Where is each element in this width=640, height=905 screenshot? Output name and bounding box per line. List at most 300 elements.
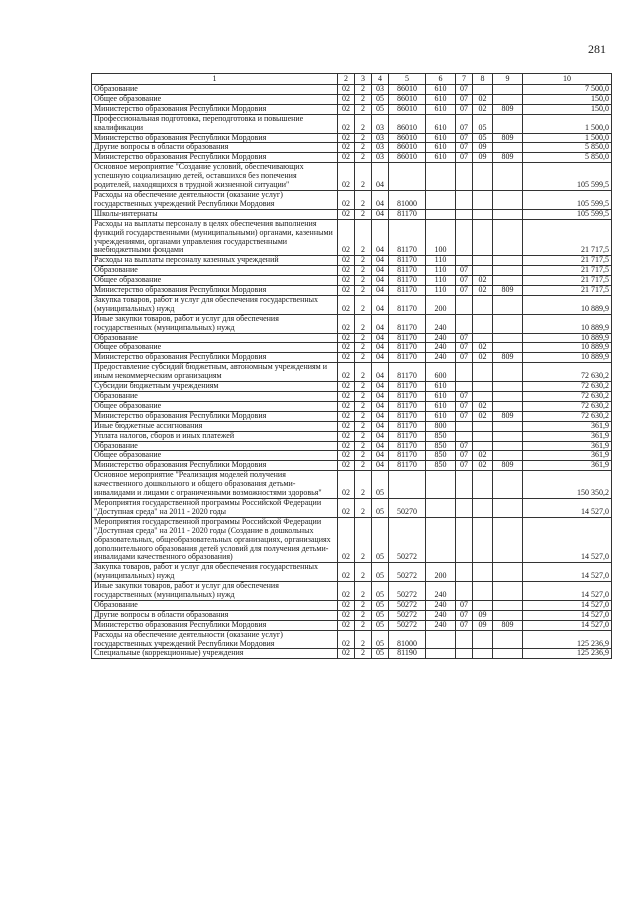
event-code-cell: 04: [372, 295, 389, 314]
row-name-cell: Иные закупки товаров, работ и услуг для обеспечения государственных (муниципальных) нужд: [92, 314, 338, 333]
row-name-cell: Министерство образования Республики Мордовия: [92, 133, 338, 143]
subsection-cell: [473, 517, 493, 563]
subsection-cell: [473, 471, 493, 499]
expense-type-cell: 610: [426, 143, 456, 153]
row-name-cell: Министерство образования Республики Мордовия: [92, 461, 338, 471]
page-number: 281: [588, 42, 606, 56]
subprogram-code-cell: 2: [355, 256, 372, 266]
subprogram-code-cell: 2: [355, 276, 372, 286]
section-cell: 07: [456, 610, 473, 620]
direction-code-cell: 86010: [389, 85, 426, 95]
amount-cell: 21 717,5: [523, 219, 612, 256]
row-name-cell: Министерство образования Республики Мордовия: [92, 411, 338, 421]
expense-type-cell: 240: [426, 600, 456, 610]
ministry-code-cell: [493, 392, 523, 402]
subsection-cell: [473, 190, 493, 209]
ministry-code-cell: [493, 256, 523, 266]
subsection-cell: 09: [473, 143, 493, 153]
ministry-code-cell: [493, 382, 523, 392]
section-cell: [456, 517, 473, 563]
header-cell: 6: [426, 74, 456, 85]
section-cell: [456, 256, 473, 266]
subsection-cell: 05: [473, 133, 493, 143]
program-code-cell: 02: [338, 441, 355, 451]
subsection-cell: 02: [473, 451, 493, 461]
subsection-cell: [473, 256, 493, 266]
table-row: [92, 498, 612, 517]
table-row: [92, 451, 612, 461]
row-name-cell: Иные бюджетные ассигнования: [92, 421, 338, 431]
program-code-cell: 02: [338, 353, 355, 363]
table-row: [92, 133, 612, 143]
table-row: [92, 353, 612, 363]
section-cell: 07: [456, 276, 473, 286]
program-code-cell: 02: [338, 209, 355, 219]
program-code-cell: 02: [338, 411, 355, 421]
subsection-cell: [473, 630, 493, 649]
program-code-cell: 02: [338, 333, 355, 343]
program-code-cell: 02: [338, 256, 355, 266]
subsection-cell: 02: [473, 353, 493, 363]
event-code-cell: 04: [372, 441, 389, 451]
expense-type-cell: 610: [426, 392, 456, 402]
expense-type-cell: [426, 630, 456, 649]
subprogram-code-cell: 2: [355, 600, 372, 610]
section-cell: [456, 649, 473, 659]
program-code-cell: 02: [338, 163, 355, 191]
direction-code-cell: 81170: [389, 333, 426, 343]
event-code-cell: 04: [372, 333, 389, 343]
section-cell: 07: [456, 85, 473, 95]
ministry-code-cell: [493, 143, 523, 153]
table-row: [92, 219, 612, 256]
expense-type-cell: 200: [426, 563, 456, 582]
ministry-code-cell: 809: [493, 153, 523, 163]
direction-code-cell: 81170: [389, 209, 426, 219]
event-code-cell: 04: [372, 266, 389, 276]
row-name-cell: Министерство образования Республики Мордовия: [92, 286, 338, 296]
section-cell: 07: [456, 266, 473, 276]
row-name-cell: Министерство образования Республики Мордовия: [92, 620, 338, 630]
ministry-code-cell: 809: [493, 353, 523, 363]
subsection-cell: [473, 314, 493, 333]
section-cell: 07: [456, 441, 473, 451]
event-code-cell: 05: [372, 563, 389, 582]
event-code-cell: 05: [372, 471, 389, 499]
expense-type-cell: 240: [426, 314, 456, 333]
subprogram-code-cell: 2: [355, 266, 372, 276]
row-name-cell: Расходы на обеспечение деятельности (оказание услуг) государственных учреждений Республики Мордовия: [92, 630, 338, 649]
row-name-cell: Общее образование: [92, 94, 338, 104]
amount-cell: 14 527,0: [523, 600, 612, 610]
ministry-code-cell: [493, 219, 523, 256]
subprogram-code-cell: 2: [355, 498, 372, 517]
event-code-cell: 04: [372, 343, 389, 353]
amount-cell: 72 630,2: [523, 411, 612, 421]
subsection-cell: 02: [473, 276, 493, 286]
direction-code-cell: 50272: [389, 582, 426, 601]
direction-code-cell: 86010: [389, 153, 426, 163]
program-code-cell: 02: [338, 600, 355, 610]
amount-cell: 1 500,0: [523, 114, 612, 133]
subsection-cell: [473, 441, 493, 451]
ministry-code-cell: [493, 295, 523, 314]
program-code-cell: 02: [338, 610, 355, 620]
subprogram-code-cell: 2: [355, 343, 372, 353]
subsection-cell: [473, 563, 493, 582]
subsection-cell: 02: [473, 401, 493, 411]
row-name-cell: Уплата налогов, сборов и иных платежей: [92, 431, 338, 441]
subsection-cell: 09: [473, 620, 493, 630]
expense-type-cell: 610: [426, 85, 456, 95]
direction-code-cell: 81170: [389, 451, 426, 461]
section-cell: 07: [456, 451, 473, 461]
table-row: [92, 471, 612, 499]
table-row: [92, 190, 612, 209]
section-cell: [456, 471, 473, 499]
event-code-cell: 04: [372, 421, 389, 431]
direction-code-cell: 81170: [389, 401, 426, 411]
event-code-cell: 03: [372, 85, 389, 95]
row-name-cell: Другие вопросы в области образования: [92, 143, 338, 153]
amount-cell: 14 527,0: [523, 517, 612, 563]
program-code-cell: 02: [338, 133, 355, 143]
ministry-code-cell: [493, 163, 523, 191]
direction-code-cell: 86010: [389, 133, 426, 143]
table-row: [92, 286, 612, 296]
ministry-code-cell: [493, 630, 523, 649]
section-cell: 07: [456, 114, 473, 133]
subsection-cell: [473, 163, 493, 191]
expense-type-cell: 240: [426, 333, 456, 343]
expense-type-cell: [426, 190, 456, 209]
expense-type-cell: 610: [426, 94, 456, 104]
program-code-cell: 02: [338, 114, 355, 133]
amount-cell: 10 889,9: [523, 353, 612, 363]
subprogram-code-cell: 2: [355, 582, 372, 601]
program-code-cell: 02: [338, 563, 355, 582]
ministry-code-cell: [493, 343, 523, 353]
ministry-code-cell: [493, 266, 523, 276]
section-cell: [456, 421, 473, 431]
event-code-cell: 05: [372, 610, 389, 620]
event-code-cell: 03: [372, 114, 389, 133]
direction-code-cell: 81170: [389, 411, 426, 421]
subprogram-code-cell: 2: [355, 85, 372, 95]
row-name-cell: Образование: [92, 85, 338, 95]
program-code-cell: 02: [338, 153, 355, 163]
expense-type-cell: 240: [426, 353, 456, 363]
event-code-cell: 04: [372, 411, 389, 421]
event-code-cell: 03: [372, 153, 389, 163]
amount-cell: 21 717,5: [523, 256, 612, 266]
event-code-cell: 03: [372, 143, 389, 153]
row-name-cell: Предоставление субсидий бюджетным, автономным учреждениям и иным некоммерческим организациям: [92, 363, 338, 382]
ministry-code-cell: 809: [493, 461, 523, 471]
amount-cell: 10 889,9: [523, 314, 612, 333]
subprogram-code-cell: 2: [355, 382, 372, 392]
table-row: [92, 600, 612, 610]
table-row: [92, 104, 612, 114]
ministry-code-cell: 809: [493, 620, 523, 630]
table-row: [92, 411, 612, 421]
ministry-code-cell: [493, 610, 523, 620]
amount-cell: 7 500,0: [523, 85, 612, 95]
ministry-code-cell: [493, 94, 523, 104]
subprogram-code-cell: 2: [355, 153, 372, 163]
subsection-cell: 09: [473, 153, 493, 163]
subsection-cell: 09: [473, 610, 493, 620]
row-name-cell: Школы-интернаты: [92, 209, 338, 219]
row-name-cell: Основное мероприятие "Реализация моделей получения качественного дошкольного и общего образования детьми-инвалидами и лицами с ограниченными возможностями здоровья": [92, 471, 338, 499]
table-row: [92, 295, 612, 314]
program-code-cell: 02: [338, 343, 355, 353]
row-name-cell: Иные закупки товаров, работ и услуг для обеспечения государственных (муниципальных) нужд: [92, 582, 338, 601]
subprogram-code-cell: 2: [355, 163, 372, 191]
subsection-cell: [473, 649, 493, 659]
ministry-code-cell: 809: [493, 411, 523, 421]
row-name-cell: Расходы на выплаты персоналу в целях обеспечения выполнения функций государственными (муниципальными) органами, казенными учреждениями, органами управления государственными внебюджетными фондами: [92, 219, 338, 256]
ministry-code-cell: 809: [493, 286, 523, 296]
subprogram-code-cell: 2: [355, 411, 372, 421]
table-row: [92, 266, 612, 276]
row-name-cell: Специальные (коррекционные) учреждения: [92, 649, 338, 659]
expense-type-cell: 200: [426, 295, 456, 314]
table-row: [92, 620, 612, 630]
subprogram-code-cell: 2: [355, 517, 372, 563]
program-code-cell: 02: [338, 85, 355, 95]
expense-type-cell: 240: [426, 610, 456, 620]
subsection-cell: [473, 209, 493, 219]
row-name-cell: Основное мероприятие "Создание условий, обеспечивающих успешную социализацию детей, оставшихся без попечения родителей, находящихся в трудной жизненной ситуации": [92, 163, 338, 191]
direction-code-cell: [389, 163, 426, 191]
event-code-cell: 05: [372, 104, 389, 114]
subprogram-code-cell: 2: [355, 104, 372, 114]
table-body: [92, 85, 612, 659]
amount-cell: 10 889,9: [523, 343, 612, 353]
section-cell: 07: [456, 411, 473, 421]
section-cell: [456, 431, 473, 441]
table-row: [92, 343, 612, 353]
expense-type-cell: 610: [426, 104, 456, 114]
event-code-cell: 05: [372, 600, 389, 610]
program-code-cell: 02: [338, 94, 355, 104]
direction-code-cell: 81000: [389, 190, 426, 209]
subsection-cell: [473, 266, 493, 276]
amount-cell: 72 630,2: [523, 392, 612, 402]
ministry-code-cell: [493, 563, 523, 582]
subsection-cell: 02: [473, 104, 493, 114]
table-row: [92, 314, 612, 333]
table-row: [92, 630, 612, 649]
direction-code-cell: 81170: [389, 219, 426, 256]
event-code-cell: 04: [372, 392, 389, 402]
event-code-cell: 05: [372, 630, 389, 649]
amount-cell: 5 850,0: [523, 153, 612, 163]
header-cell: 3: [355, 74, 372, 85]
subprogram-code-cell: 2: [355, 649, 372, 659]
direction-code-cell: 81170: [389, 256, 426, 266]
ministry-code-cell: [493, 314, 523, 333]
subprogram-code-cell: 2: [355, 451, 372, 461]
subprogram-code-cell: 2: [355, 620, 372, 630]
row-name-cell: Общее образование: [92, 276, 338, 286]
ministry-code-cell: [493, 401, 523, 411]
program-code-cell: 02: [338, 421, 355, 431]
section-cell: 07: [456, 620, 473, 630]
subprogram-code-cell: 2: [355, 461, 372, 471]
expense-type-cell: 610: [426, 114, 456, 133]
direction-code-cell: 81170: [389, 431, 426, 441]
table-row: [92, 421, 612, 431]
amount-cell: 14 527,0: [523, 563, 612, 582]
subsection-cell: [473, 85, 493, 95]
expense-type-cell: 850: [426, 431, 456, 441]
expense-type-cell: [426, 498, 456, 517]
amount-cell: 21 717,5: [523, 276, 612, 286]
header-cell: 1: [92, 74, 338, 85]
section-cell: [456, 163, 473, 191]
section-cell: 07: [456, 104, 473, 114]
section-cell: 07: [456, 461, 473, 471]
table-row: [92, 143, 612, 153]
expense-type-cell: [426, 163, 456, 191]
direction-code-cell: 81170: [389, 382, 426, 392]
table-row: [92, 276, 612, 286]
expense-type-cell: 610: [426, 153, 456, 163]
ministry-code-cell: [493, 451, 523, 461]
amount-cell: 361,9: [523, 441, 612, 451]
event-code-cell: 05: [372, 649, 389, 659]
row-name-cell: Закупка товаров, работ и услуг для обеспечения государственных (муниципальных) нужд: [92, 295, 338, 314]
direction-code-cell: 81170: [389, 286, 426, 296]
section-cell: 07: [456, 600, 473, 610]
amount-cell: 10 889,9: [523, 333, 612, 343]
direction-code-cell: 81190: [389, 649, 426, 659]
direction-code-cell: 81170: [389, 276, 426, 286]
subprogram-code-cell: 2: [355, 441, 372, 451]
subprogram-code-cell: 2: [355, 333, 372, 343]
expense-type-cell: [426, 471, 456, 499]
subsection-cell: [473, 382, 493, 392]
row-name-cell: Закупка товаров, работ и услуг для обеспечения государственных (муниципальных) нужд: [92, 563, 338, 582]
section-cell: [456, 382, 473, 392]
program-code-cell: 02: [338, 392, 355, 402]
direction-code-cell: 50272: [389, 620, 426, 630]
table-row: [92, 610, 612, 620]
expense-type-cell: 850: [426, 441, 456, 451]
section-cell: 07: [456, 133, 473, 143]
ministry-code-cell: [493, 441, 523, 451]
event-code-cell: 04: [372, 276, 389, 286]
program-code-cell: 02: [338, 451, 355, 461]
event-code-cell: 05: [372, 498, 389, 517]
ministry-code-cell: 809: [493, 104, 523, 114]
table-row: [92, 85, 612, 95]
expense-type-cell: 610: [426, 382, 456, 392]
subprogram-code-cell: 2: [355, 471, 372, 499]
event-code-cell: 04: [372, 314, 389, 333]
subprogram-code-cell: 2: [355, 401, 372, 411]
event-code-cell: 04: [372, 401, 389, 411]
program-code-cell: 02: [338, 649, 355, 659]
amount-cell: 21 717,5: [523, 266, 612, 276]
event-code-cell: 04: [372, 451, 389, 461]
table-row: [92, 461, 612, 471]
program-code-cell: 02: [338, 266, 355, 276]
direction-code-cell: 81170: [389, 441, 426, 451]
expense-type-cell: 600: [426, 363, 456, 382]
subprogram-code-cell: 2: [355, 563, 372, 582]
amount-cell: 14 527,0: [523, 620, 612, 630]
row-name-cell: Министерство образования Республики Мордовия: [92, 353, 338, 363]
subsection-cell: [473, 295, 493, 314]
amount-cell: 105 599,5: [523, 163, 612, 191]
amount-cell: 125 236,9: [523, 630, 612, 649]
row-name-cell: Образование: [92, 441, 338, 451]
expense-type-cell: 850: [426, 461, 456, 471]
subsection-cell: 02: [473, 461, 493, 471]
row-name-cell: Образование: [92, 333, 338, 343]
subprogram-code-cell: 2: [355, 392, 372, 402]
subsection-cell: [473, 219, 493, 256]
event-code-cell: 05: [372, 582, 389, 601]
header-cell: 2: [338, 74, 355, 85]
direction-code-cell: 81170: [389, 266, 426, 276]
row-name-cell: Общее образование: [92, 451, 338, 461]
amount-cell: 1 500,0: [523, 133, 612, 143]
direction-code-cell: 81170: [389, 343, 426, 353]
subprogram-code-cell: 2: [355, 630, 372, 649]
amount-cell: 361,9: [523, 461, 612, 471]
amount-cell: 10 889,9: [523, 295, 612, 314]
row-name-cell: Общее образование: [92, 343, 338, 353]
event-code-cell: 03: [372, 133, 389, 143]
subsection-cell: [473, 421, 493, 431]
amount-cell: 14 527,0: [523, 610, 612, 620]
amount-cell: 150 350,2: [523, 471, 612, 499]
section-cell: 07: [456, 333, 473, 343]
program-code-cell: 02: [338, 517, 355, 563]
ministry-code-cell: [493, 600, 523, 610]
ministry-code-cell: [493, 582, 523, 601]
event-code-cell: 04: [372, 190, 389, 209]
program-code-cell: 02: [338, 582, 355, 601]
subprogram-code-cell: 2: [355, 209, 372, 219]
subsection-cell: [473, 600, 493, 610]
section-cell: 07: [456, 401, 473, 411]
table-row: [92, 441, 612, 451]
program-code-cell: 02: [338, 286, 355, 296]
expense-type-cell: 110: [426, 266, 456, 276]
header-cell: 10: [523, 74, 612, 85]
row-name-cell: Образование: [92, 266, 338, 276]
subprogram-code-cell: 2: [355, 610, 372, 620]
expense-type-cell: [426, 649, 456, 659]
section-cell: 07: [456, 143, 473, 153]
direction-code-cell: 81170: [389, 353, 426, 363]
subsection-cell: [473, 392, 493, 402]
expense-type-cell: 240: [426, 343, 456, 353]
table-header-row: [92, 74, 612, 85]
ministry-code-cell: [493, 471, 523, 499]
row-name-cell: Образование: [92, 392, 338, 402]
program-code-cell: 02: [338, 143, 355, 153]
event-code-cell: 04: [372, 461, 389, 471]
direction-code-cell: 81170: [389, 314, 426, 333]
section-cell: [456, 563, 473, 582]
direction-code-cell: 81170: [389, 421, 426, 431]
